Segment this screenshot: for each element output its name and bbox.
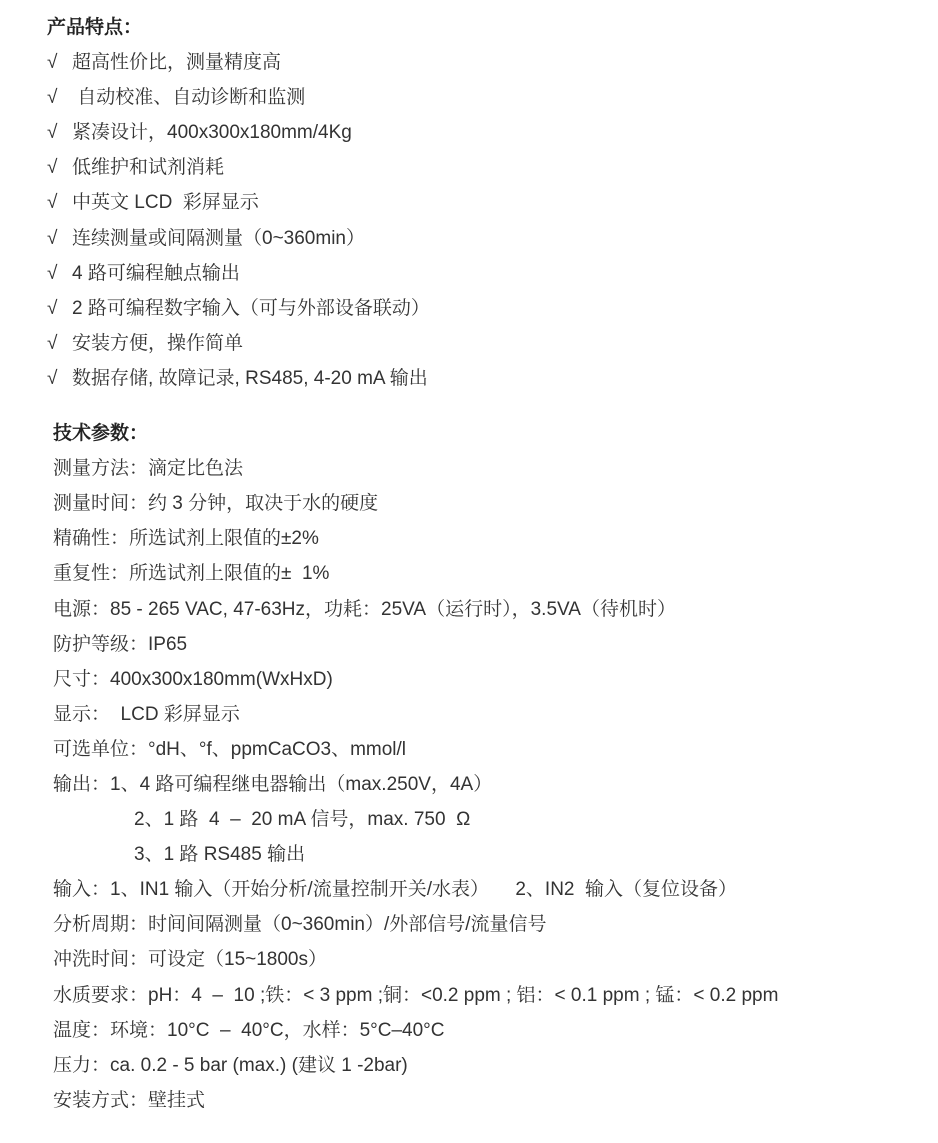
spec-output-3: 3、1 路 RS485 输出 [134,844,306,866]
spec-measurement-time: 测量时间：约 3 分钟，取决于水的硬度 [53,493,379,515]
check-icon: √ [47,227,58,249]
spec-installation: 安装方式：壁挂式 [53,1089,206,1111]
check-icon: √ [47,367,58,389]
feature-item [0,326,938,361]
feature-text: 安装方便，操作简单 [72,332,244,354]
feature-text: 数据存储, 故障记录, RS485, 4-20 mA 输出 [72,367,428,389]
spec-pressure: 压力：ca. 0.2 - 5 bar (max.) (建议 1 -2bar) [53,1054,408,1076]
features-section [0,10,938,396]
feature-item [0,256,938,291]
feature-text: 2 路可编程数字输入（可与外部设备联动） [72,297,430,319]
product-spec-document [0,10,938,1118]
specs-heading: 技术参数： [53,423,149,445]
feature-text: 紧凑设计，400x300x180mm/4Kg [72,122,352,144]
feature-item [0,115,938,150]
spec-temperature: 温度：环境：10°C – 40°C，水样：5°C–40°C [53,1019,445,1041]
feature-item [0,291,938,326]
spec-protection-class: 防护等级：IP65 [53,633,188,655]
spec-output-2: 2、1 路 4 – 20 mA 信号，max. 750 Ω [134,809,471,831]
feature-item [0,221,938,256]
feature-text: 自动校准、自动诊断和监测 [72,87,306,109]
check-icon: √ [47,332,58,354]
spec-analysis-cycle: 分析周期：时间间隔测量（0~360min）/外部信号/流量信号 [53,914,547,936]
check-icon: √ [47,122,58,144]
check-icon: √ [47,262,58,284]
feature-text: 超高性价比，测量精度高 [72,52,282,74]
spec-display: 显示： LCD 彩屏显示 [53,703,240,725]
feature-text: 低维护和试剂消耗 [72,157,225,179]
feature-text: 中英文 LCD 彩屏显示 [72,192,259,214]
check-icon: √ [47,297,58,319]
spec-power: 电源：85 - 265 VAC, 47-63Hz，功耗：25VA（运行时），3.5VA（待机时） [53,598,676,620]
spec-inputs: 输入：1、IN1 输入（开始分析/流量控制开关/水表） 2、IN2 输入（复位设备） [53,879,738,901]
check-icon: √ [47,157,58,179]
feature-item [0,45,938,80]
check-icon: √ [47,192,58,214]
feature-item [0,185,938,220]
spec-water-quality: 水质要求：pH：4 – 10 ;铁：< 3 ppm ;铜：<0.2 ppm ; 铝：< 0.1 ppm ; 锰：< 0.2 ppm [53,984,779,1006]
spec-repeatability: 重复性：所选试剂上限值的± 1% [53,563,330,585]
feature-text: 4 路可编程触点输出 [72,262,240,284]
spec-flush-time: 冲洗时间：可设定（15~1800s） [53,949,327,971]
feature-item [0,361,938,396]
spec-accuracy: 精确性：所选试剂上限值的±2% [53,528,319,550]
spec-dimensions: 尺寸：400x300x180mm(WxHxD) [53,668,333,690]
features-heading: 产品特点： [47,17,143,38]
check-icon: √ [47,87,58,109]
spec-output-1: 输出：1、4 路可编程继电器输出（max.250V，4A） [53,773,493,795]
feature-text: 连续测量或间隔测量（0~360min） [72,227,365,249]
feature-item [0,80,938,115]
specs-section [0,416,938,1118]
spec-measurement-method: 测量方法：滴定比色法 [53,458,244,480]
feature-item [0,150,938,185]
check-icon: √ [47,52,58,74]
spec-units: 可选单位：°dH、°f、ppmCaCO3、mmol/l [53,738,407,760]
